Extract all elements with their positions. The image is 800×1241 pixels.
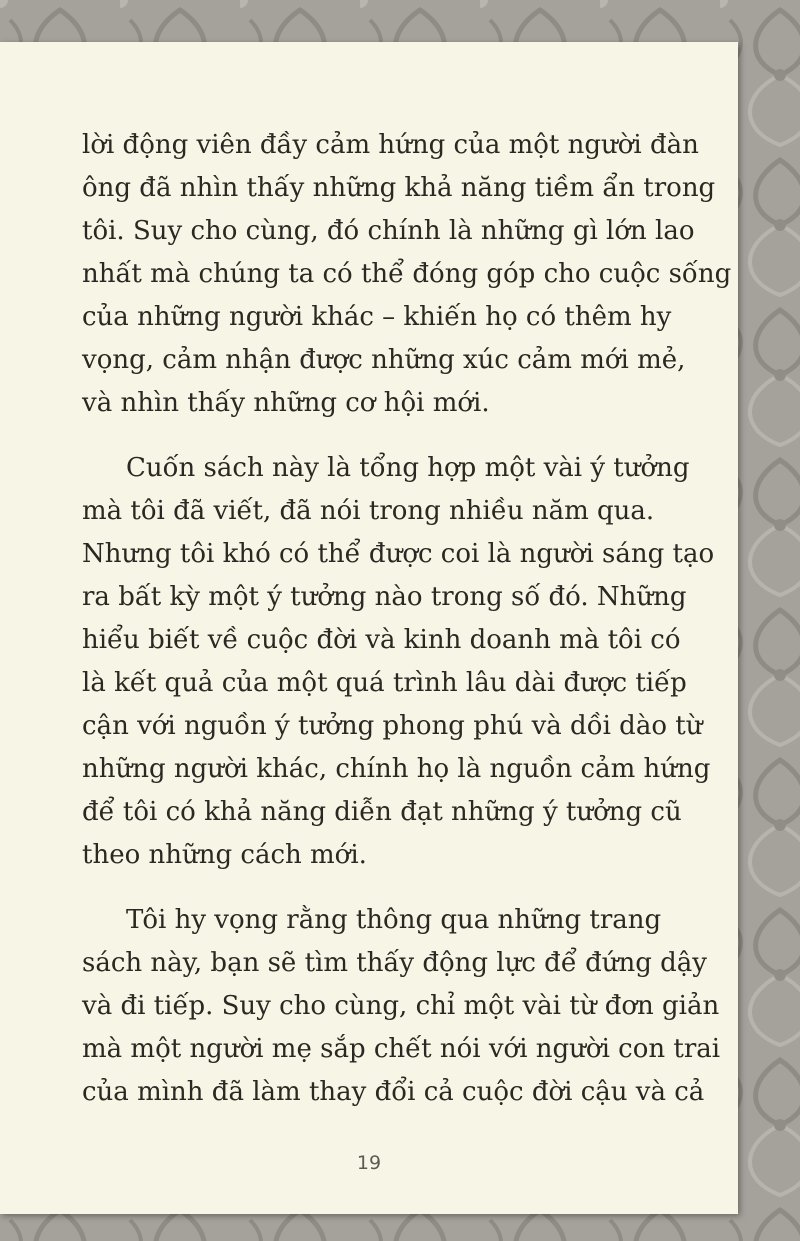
text-line: Tôi hy vọng rằng thông qua những trang: [126, 905, 662, 935]
text-line: cận với nguồn ý tưởng phong phú và dồi dào từ: [82, 711, 703, 741]
text-line: hiểu biết về cuộc đời và kinh doanh mà tôi có: [82, 625, 681, 655]
text-line: của những người khác – khiến họ có thêm hy: [82, 302, 672, 332]
text-line: và đi tiếp. Suy cho cùng, chỉ một vài từ đơn giản: [82, 991, 720, 1021]
text-line: vọng, cảm nhận được những xúc cảm mới mẻ,: [82, 345, 686, 375]
text-line: nhất mà chúng ta có thể đóng góp cho cuộc sống: [82, 259, 732, 289]
paragraph: [82, 899, 721, 1114]
text-line: sách này, bạn sẽ tìm thấy động lực để đứng dậy: [82, 948, 707, 978]
text-line: là kết quả của một quá trình lâu dài được tiếp: [82, 668, 687, 698]
body-text: [82, 124, 732, 1114]
text-line: lời động viên đầy cảm hứng của một người đàn: [82, 130, 699, 160]
text-line: những người khác, chính họ là nguồn cảm hứng: [82, 754, 711, 784]
text-line: theo những cách mới.: [82, 840, 367, 870]
text-line: tôi. Suy cho cùng, đó chính là những gì lớn lao: [82, 216, 695, 246]
text-line: ông đã nhìn thấy những khả năng tiềm ẩn trong: [82, 173, 716, 203]
text-line: mà tôi đã viết, đã nói trong nhiều năm qua.: [82, 496, 655, 526]
text-line: và nhìn thấy những cơ hội mới.: [82, 388, 490, 418]
text-line: của mình đã làm thay đổi cả cuộc đời cậu và cả: [82, 1077, 705, 1107]
book-page: [0, 42, 738, 1214]
text-line: mà một người mẹ sắp chết nói với người con trai: [82, 1034, 721, 1064]
text-line: Cuốn sách này là tổng hợp một vài ý tưởng: [126, 453, 690, 483]
page-number: 19: [356, 1152, 382, 1174]
text-line: để tôi có khả năng diễn đạt những ý tưởng cũ: [82, 797, 682, 827]
paragraph: [82, 124, 732, 425]
text-line: ra bất kỳ một ý tưởng nào trong số đó. Những: [82, 582, 687, 612]
paragraph: [82, 447, 715, 877]
text-line: Nhưng tôi khó có thể được coi là người sáng tạo: [82, 539, 715, 569]
